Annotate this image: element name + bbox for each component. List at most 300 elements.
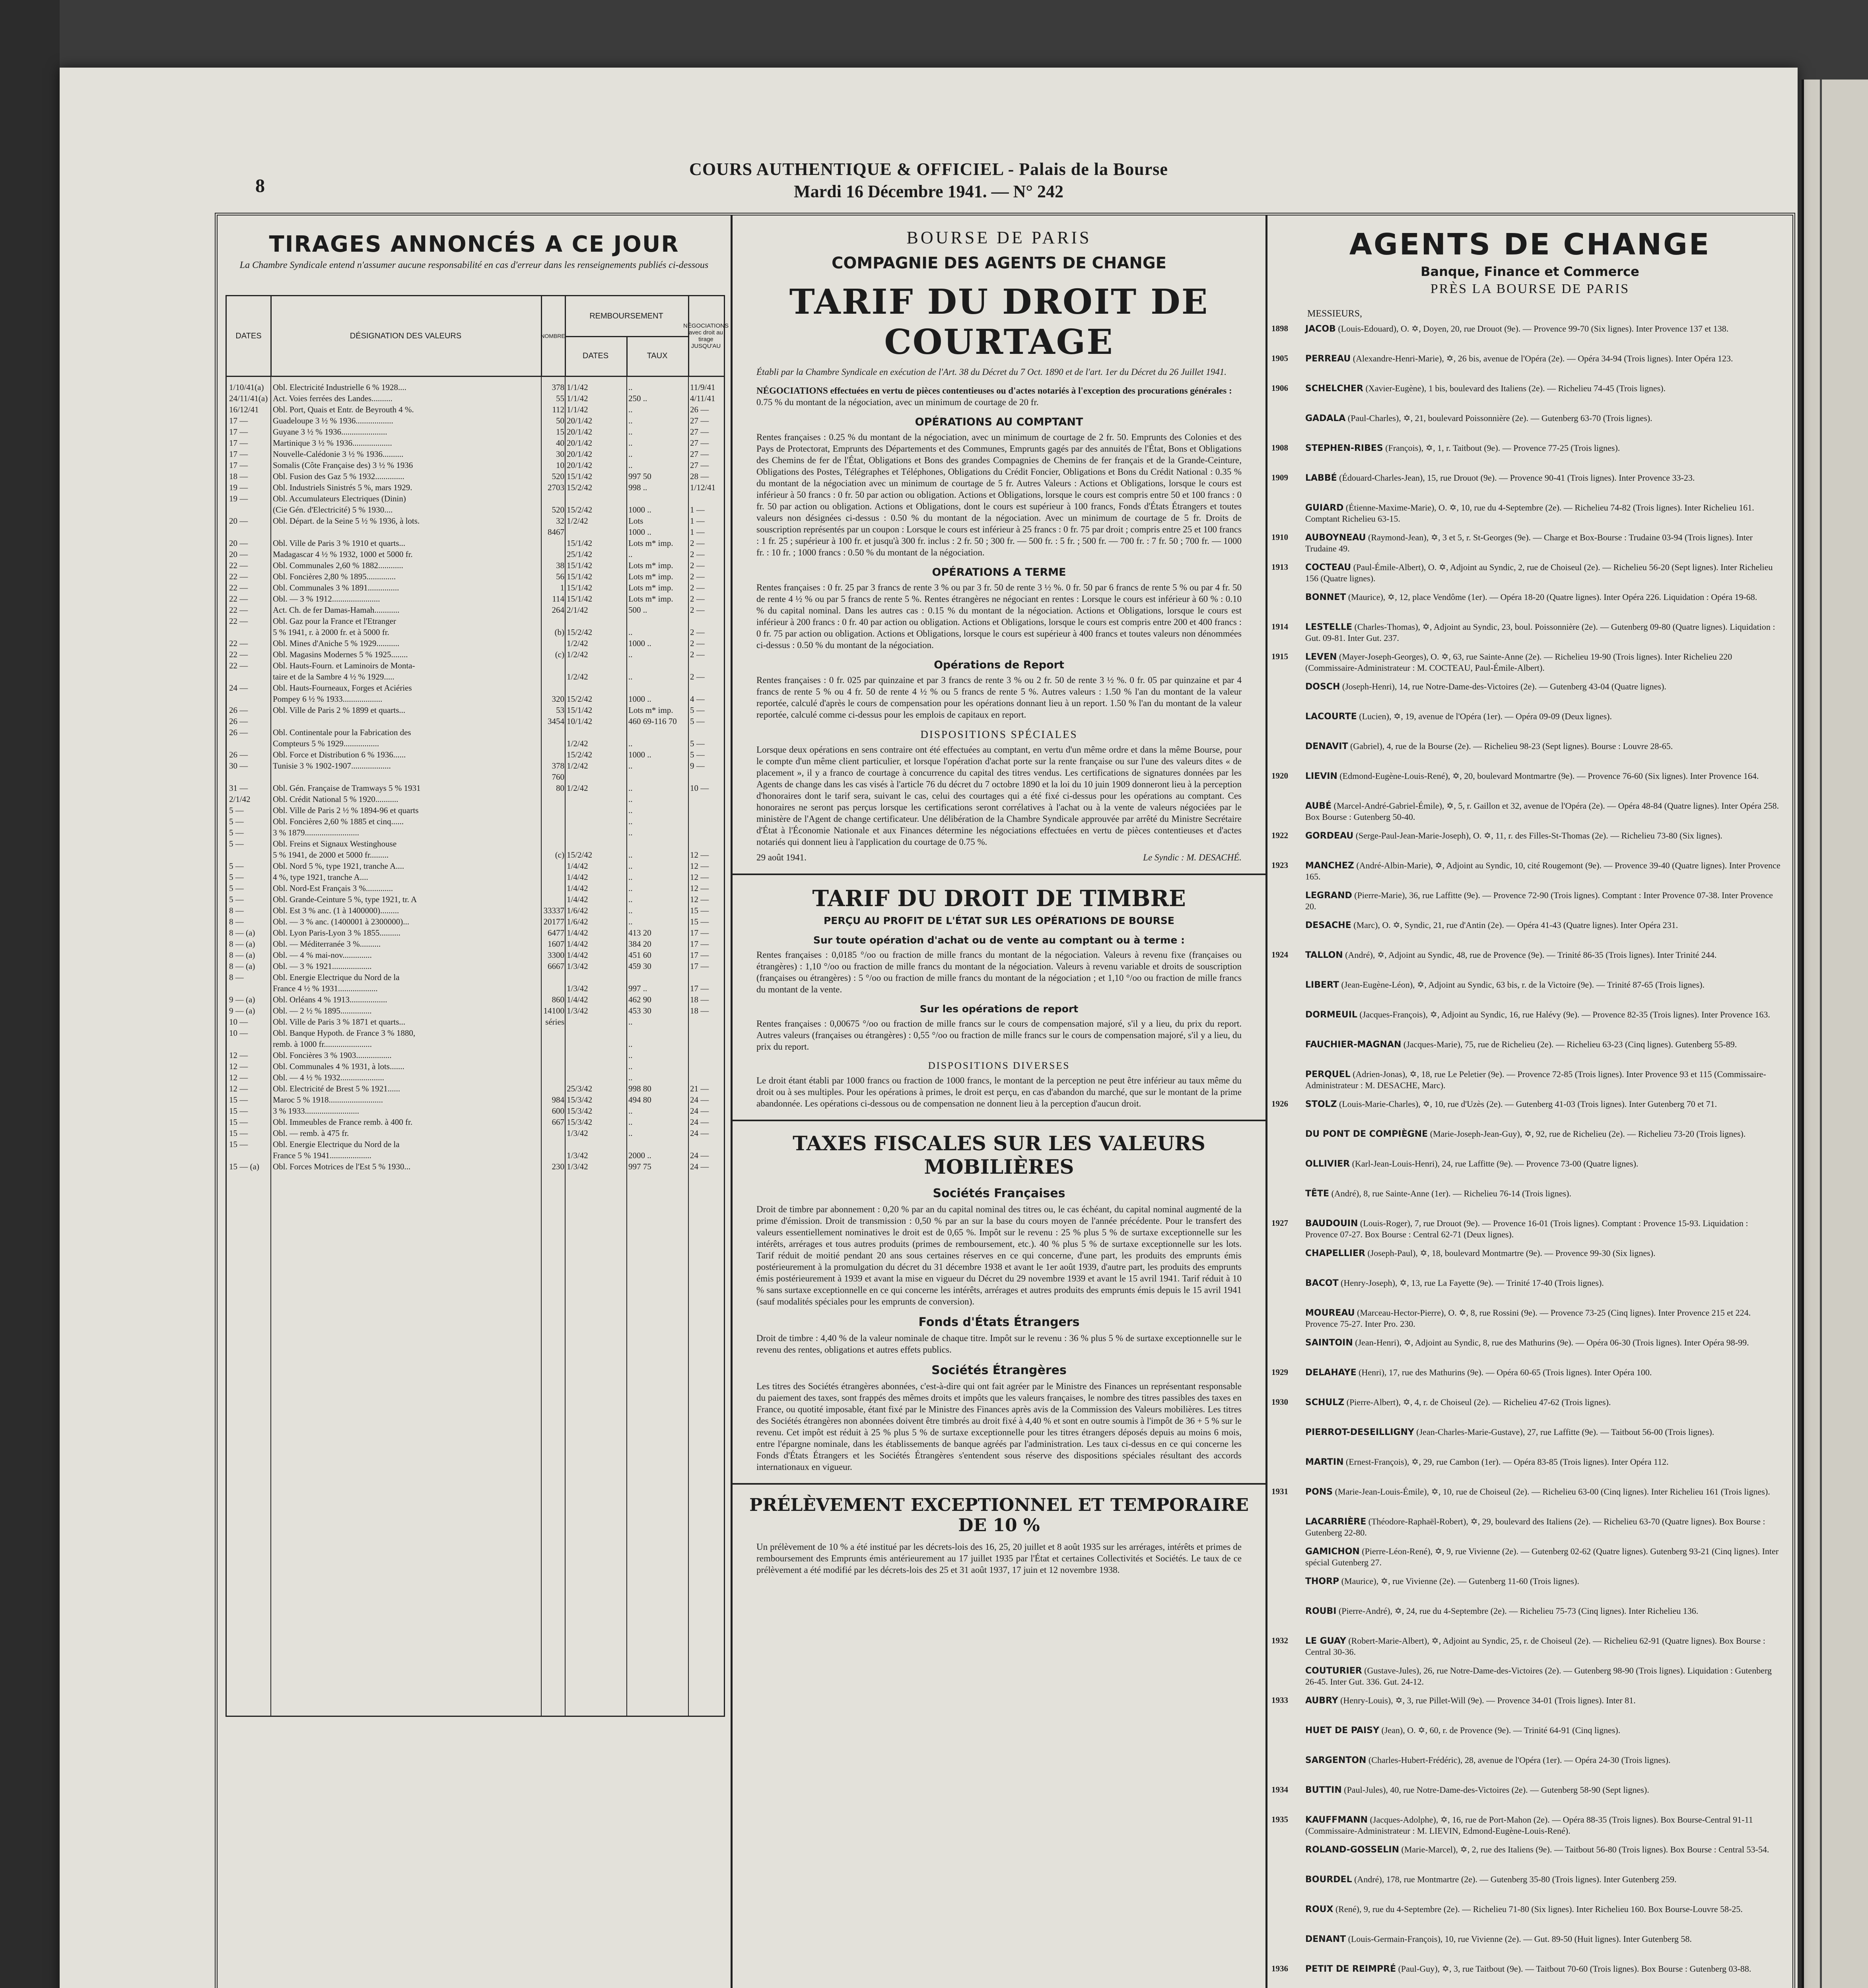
table-row [227,727,724,738]
taxes-head-3: Sociétés Étrangères [931,1363,1067,1377]
agent-details: (Raymond-Jean), ✡, 3 et 5, r. St-Georges (9e). — Charge et Box-Bourse : Trudaine 03-94 (Trois lignes). Inter Trudaine 49. [1305,532,1753,553]
row-remb-date: 15/1/42 [567,583,593,592]
row-remb-date: 1/3/42 [567,961,588,971]
agent-entry [1267,562,1792,592]
row-designation: taire et de la Sambre 4 ½ % 1929..... [273,672,395,681]
agent-entry [1267,651,1792,681]
col-header-remboursement: REMBOURSEMENT [565,296,689,337]
agent-year: 1935 [1271,1815,1288,1824]
agent-year: 1929 [1271,1367,1288,1377]
agent-details: (Étienne-Maxime-Marie), O. ✡, 10, rue du 4-Septembre (2e). — Richelieu 74-82 (Trois lignes). Inter Richelieu 161. Comptant Richelieu 63-15. [1305,503,1754,524]
row-date: 26 — [229,705,248,715]
row-date: 5 — [229,883,244,893]
agent-year: 1933 [1271,1695,1288,1705]
left-column [218,215,733,1988]
row-date: 2/1/42 [229,794,251,804]
agent-details: (Gustave-Jules), 26, rue Notre-Dame-des-Victoires (2e). — Gutenberg 98-90 (Trois lignes). Liquidation : Gutenberg 26-45. Inter Gut. 336. Gut. 24-12. [1305,1666,1772,1687]
row-negociation: 5 — [690,716,705,726]
table-row [227,938,724,949]
terme-text: Rentes françaises : 0 fr. 25 par 3 francs de rente 3 % ou par 3 fr. 50 de rente 3 ½ %. 0 fr. 50 par 6 francs de rente 5 % ou par 4 fr. 50 de rente 4 ½ % ou par 5 francs de rente 5 %. Rentes étrangères ne négociant en rentes : Lorsque le cours est inférieur à 60 % : 0.10 % du capital nominal. Dans les autres cas : 0.15 % du montant de la négociation. Actions et Obligations, lorsque le cours est inférieur à 200 francs : 0 fr. 40 par action ou obligation. Actions et Obligations, lorsque le cours est compris entre 200 et 400 francs : 0 fr. 75 par action ou obligation. Actions et Obligations, lorsque le cours est supérieur à 400 francs et toutes valeurs non dénommées ci-dessus : 0.50 % du montant de la négociation. [756,582,1242,650]
table-row [227,838,724,849]
agent-details: (René), 9, rue du 4-Septembre (2e). — Richelieu 71-80 (Six lignes). Inter Richelieu 160. Box Bourse-Louvre 58-25. [1335,1904,1743,1914]
row-designation: 3 % 1879.......................... [273,828,359,837]
table-row [227,1061,724,1072]
row-designation: France 5 % 1941.................... [273,1151,371,1160]
table-row [227,460,724,471]
row-remb-date: 10/1/42 [567,716,593,726]
row-negociation: 24 — [690,1095,709,1105]
agent-details: (Paul-Charles), ✡, 21, boulevard Poissonnière (2e). — Gutenberg 63-70 (Trois lignes). [1347,413,1652,423]
row-nombre: 14100 [543,1006,564,1015]
agent-details: (Louis-Germain-François), 10, rue Vivienne (2e). — Gut. 89-50 (Huit lignes). Inter Gutenberg 58. [1348,1934,1692,1944]
row-date: 12 — [229,1050,248,1060]
row-nombre: 860 [552,995,564,1004]
row-date: 5 — [229,839,244,848]
table-row [227,526,724,538]
agent-year: 1910 [1271,532,1288,542]
row-negociation: 4 — [690,694,705,704]
row-taux: 998 80 [628,1084,651,1093]
right-column [1267,215,1792,1988]
agent-name: BACOT [1305,1278,1339,1288]
agent-details: (Henry-Joseph), ✡, 13, rue La Fayette (9e). — Trinité 17-40 (Trois lignes). [1341,1278,1604,1288]
agent-name: FAUCHIER-MAGNAN [1305,1040,1401,1050]
table-row [227,1161,724,1172]
row-taux: 459 30 [628,961,651,971]
table-row [227,615,724,627]
timbre-text-3: Le droit étant établi par 1000 francs ou fraction de 1000 francs, le montant de la perception ne peut être inférieur au taux même du droit ou à ses multiples. Pour les opérations à primes, le droit est perçu, en cas d'abandon du marché, que sur le montant de la prime abandonnée. Les opérations ci-dessous ou de compensation ne donnent lieu à la perception d'aucun droit. [756,1076,1242,1109]
agent-details: (Henry-Louis), ✡, 3, rue Pillet-Will (9e). — Provence 34-01 (Trois lignes). Inter 81. [1340,1695,1636,1705]
row-designation: Maroc 5 % 1918.......................... [273,1095,383,1105]
agent-entry [1267,949,1792,979]
row-negociation: 9 — [690,761,705,771]
terme-heading: OPÉRATIONS A TERME [932,566,1066,579]
agent-entry [1267,1934,1792,1963]
agent-details: (Joseph-Paul), ✡, 18, boulevard Montmartre (9e). — Provence 99-30 (Six lignes). [1367,1248,1656,1258]
agent-name: SCHELCHER [1305,384,1363,394]
agent-name: SCHULZ [1305,1398,1345,1408]
courtage-intro-rate: 0.75 % du montant de la négociation, avec un minimum de courtage de 20 fr. [756,397,1039,407]
row-nombre: 33337 [543,906,564,915]
row-remb-date: 15/2/42 [567,505,593,514]
agent-year: 1932 [1271,1636,1288,1645]
row-taux: Lots m* imp. [628,594,673,604]
row-designation: Obl. Forces Motrices de l'Est 5 % 1930... [273,1162,411,1171]
agent-name: ROLAND-GOSSELIN [1305,1845,1400,1855]
agent-details: (Serge-Paul-Jean-Marie-Joseph), O. ✡, 11, r. des Filles-St-Thomas (2e). — Richelieu 73-80 (Six lignes). [1355,831,1722,841]
row-negociation: 12 — [690,850,709,860]
agent-entry [1267,1606,1792,1635]
agent-entry [1267,1039,1792,1069]
row-designation: Obl. Ville de Paris 3 % 1871 et quarts... [273,1017,406,1027]
agent-name: DENAVIT [1305,742,1348,751]
agent-details: (Lucien), ✡, 19, avenue de l'Opéra (1er). — Opéra 09-09 (Deux lignes). [1359,711,1612,721]
table-row [227,972,724,983]
agent-name: LEGRAND [1305,891,1352,901]
row-date: 8 — [229,906,244,915]
table-row [227,1072,724,1083]
section-divider [733,1483,1265,1485]
row-remb-date: 1/3/42 [567,1162,588,1171]
row-designation: Somalis (Côte Française des) 3 ½ % 1936 [273,460,413,470]
row-designation: Obl. Mines d'Aniche 5 % 1929........... [273,639,400,648]
row-date: 15 — [229,1140,248,1149]
row-remb-date: 1/6/42 [567,917,588,926]
row-negociation: 18 — [690,995,709,1004]
row-negociation: 24 — [690,1117,709,1127]
agent-name: MOUREAU [1305,1308,1355,1318]
row-nombre: (c) [555,650,564,659]
col-header-taux: TAUX [626,336,689,377]
row-date: 5 — [229,861,244,871]
row-taux: 250 .. [628,394,647,403]
row-designation: Obl. Crédit National 5 % 1920........... [273,794,398,804]
row-taux: .. [628,1106,633,1116]
agents-subtitle-2: PRÈS LA BOURSE DE PARIS [1430,282,1630,296]
agent-entry [1267,1755,1792,1784]
row-negociation: 2 — [690,572,705,581]
row-remb-date: 15/1/42 [567,572,593,581]
compagnie-title: COMPAGNIE DES AGENTS DE CHANGE [832,254,1166,272]
table-row [227,827,724,838]
agent-year: 1936 [1271,1964,1288,1973]
table-row [227,894,724,905]
agent-entry [1267,1784,1792,1814]
row-negociation: 17 — [690,961,709,971]
row-designation: Obl. Gaz pour la France et l'Etranger [273,616,396,626]
row-nombre: 520 [552,505,564,514]
agent-entry [1267,1665,1792,1695]
row-nombre: 32 [556,516,564,526]
row-remb-date: 1/2/42 [567,783,588,793]
row-designation: Obl. Ville de Paris 3 % 1910 et quarts... [273,538,406,548]
row-nombre: 2703 [548,483,564,492]
agent-entry [1267,1635,1792,1665]
row-taux: .. [628,1039,633,1049]
row-negociation: 2 — [690,561,705,570]
agent-details: (Théodore-Raphaël-Robert), ✡, 29, boulevard des Italiens (2e). — Richelieu 63-70 (Quatre lignes). Box Bourse : Gutenberg 22-80. [1305,1516,1765,1538]
row-remb-date: 15/2/42 [567,627,593,637]
agent-name: SAINTOIN [1305,1338,1353,1348]
agent-year: 1927 [1271,1218,1288,1228]
table-row [227,905,724,916]
col-header-remb-dates: DATES [565,336,628,377]
table-row [227,872,724,883]
row-designation: Obl. Continentale pour la Fabrication des [273,728,411,737]
row-negociation: 17 — [690,928,709,938]
row-negociation: 1 — [690,505,705,514]
row-date: 9 — (a) [229,1006,255,1015]
row-designation: Obl. Force et Distribution 6 % 1936...... [273,750,406,759]
row-remb-date: 1/4/42 [567,895,588,904]
row-taux: .. [628,416,633,425]
agent-entry [1267,1576,1792,1606]
row-negociation: 12 — [690,883,709,893]
scanner-background-left [0,0,60,1988]
row-date: 15 — [229,1106,248,1116]
row-date: 22 — [229,650,248,659]
table-row [227,1128,724,1139]
row-remb-date: 20/1/42 [567,438,593,448]
agent-details: (Adrien-Jonas), ✡, 18, rue Le Peletier (9e). — Provence 72-85 (Trois lignes). Inter Provence 93 et 115 (Commissaire-Administrateur : M. DESACHE, Marc). [1305,1069,1766,1090]
agent-details: (Gabriel), 4, rue de la Bourse (2e). — Richelieu 98-23 (Sept lignes). Bourse : Louvre 28-65. [1350,741,1673,751]
agent-entry [1267,1963,1792,1988]
row-designation: 4 %, type 1921, tranche A.... [273,872,368,882]
row-taux: .. [628,549,633,559]
agent-entry [1267,1009,1792,1039]
table-row [227,448,724,460]
agent-name: DU PONT DE COMPIÈGNE [1305,1129,1428,1139]
row-negociation: 24 — [690,1151,709,1160]
agent-entry [1267,532,1792,562]
row-designation: Obl. Fusion des Gaz 5 % 1932.............. [273,472,404,481]
row-nombre: 15 [556,427,564,437]
row-designation: Act. Ch. de fer Damas-Hamah............ [273,605,400,615]
agent-year: 1905 [1271,353,1288,363]
row-taux: 1000 .. [628,527,651,537]
agent-details: (André), ✡, Adjoint au Syndic, 48, rue de Provence (9e). — Trinité 86-35 (Trois lignes). Inter Trinité 244. [1345,950,1717,960]
timbre-head-2: Sur les opérations de report [919,1003,1079,1015]
adjacent-page-rule [1820,80,1822,1988]
agent-details: (Joseph-Henri), 14, rue Notre-Dame-des-Victoires (2e). — Gutenberg 43-04 (Quatre lignes). [1342,681,1666,691]
row-designation: Obl. Electricité de Brest 5 % 1921...... [273,1084,400,1093]
row-date: 15 — [229,1095,248,1105]
row-taux: 998 .. [628,483,647,492]
table-row [227,1083,724,1094]
row-nombre: 6667 [548,961,564,971]
agent-details: (Paul-Émile-Albert), O. ✡, Adjoint au Syndic, 2, rue de Choiseul (2e). — Richelieu 56-20 (Sept lignes). Inter Richelieu 156 (Quatre lignes). [1305,562,1773,583]
row-negociation: 5 — [690,739,705,748]
agent-entry [1267,771,1792,800]
table-row [227,749,724,760]
table-row [227,949,724,961]
agent-year: 1920 [1271,771,1288,780]
agent-entry [1267,1814,1792,1844]
row-taux: .. [628,438,633,448]
row-taux: Lots m* imp. [628,561,673,570]
agent-details: (Jean-Charles-Marie-Gustave), 27, rue Laffitte (9e). — Taitbout 56-00 (Trois lignes). [1416,1427,1714,1437]
row-negociation: 28 — [690,472,709,481]
agent-entry [1267,741,1792,771]
row-designation: Obl. Ville de Paris 2 ½ % 1894-96 et quarts [273,806,419,815]
agent-entry [1267,1099,1792,1128]
row-nombre: 8467 [548,527,564,537]
agent-name: GADALA [1305,414,1346,423]
row-date: 22 — [229,572,248,581]
agent-details: (Marceau-Hector-Pierre), O. ✡, 8, rue Rossini (9e). — Provence 73-25 (Cinq lignes). Inter Provence 215 et 224. Provence 75-27. Inter Pro. 230. [1305,1308,1751,1329]
row-designation: Guadeloupe 3 ½ % 1936.................. [273,416,393,425]
row-designation: Compteurs 5 % 1929................. [273,739,379,748]
table-row [227,1016,724,1027]
agent-entry [1267,472,1792,502]
row-taux: .. [628,739,633,748]
agent-year: 1909 [1271,473,1288,482]
row-date: 19 — [229,483,248,492]
row-designation: Obl. Immeubles de France remb. à 400 fr. [273,1117,413,1127]
dispositions-text: Lorsque deux opérations en sens contraire ont été effectuées au comptant, en vertu d'un même ordre et dans la même Bourse, pour le compte d'un même client particulier, et lorsque l'opération d'achat porte sur la rente française ou sur l'une des valeurs dites « de placement », il y a franco de courtage à concurrence du capital des titres vendus. Les certifications de signatures données par les Agents de change dans les cas visés à l'article 76 du décret du 7 octobre 1890 et la loi du 10 juin 1909 donneront lieu à la perception d'honoraires dont le tarif sera, suivant le cas, celui des courtages qui a été fixé ci-dessus pour les opérations au comptant. Ces honoraires ne seront pas perçus lorsque les certifications seront corrélatives à l'achat ou à la vente de valeurs négociées par le ministère de l'Agent de change certificateur. Une délibération de la Chambre Syndicale approuvée par arrêté du Ministre Secrétaire d'État à l'Économie Nationale et aux Finances détermine les négociations effectuées en vertu de pièces contentieuses et d'actes notariés qui donnent lieu à l'application du courtage de 0.75 %. [756,745,1242,847]
row-negociation: 27 — [690,427,709,437]
row-remb-date: 1/3/42 [567,1128,588,1138]
row-negociation: 2 — [690,605,705,615]
row-date: 20 — [229,549,248,559]
row-negociation: 1 — [690,516,705,526]
row-negociation: 27 — [690,438,709,448]
row-designation: Obl. — 3 % 1912....................... [273,594,380,604]
agent-details: (Karl-Jean-Louis-Henri), 24, rue Laffitte (9e). — Provence 73-00 (Quatre lignes). [1352,1159,1639,1169]
agent-details: (Jean-Henri), ✡, Adjoint au Syndic, 8, rue des Mathurins (9e). — Opéra 06-30 (Trois lignes). Inter Opéra 98-99. [1355,1338,1749,1347]
row-date: 22 — [229,661,248,670]
agent-year: 1914 [1271,622,1288,631]
agent-year: 1926 [1271,1099,1288,1109]
courtage-signature [733,852,1265,863]
row-designation: Obl. Port, Quais et Entr. de Beyrouth 4 %. [273,405,414,414]
agent-name: LABBÉ [1305,473,1337,483]
row-nombre: séries [545,1017,564,1027]
table-row [227,760,724,771]
taxes-head-2: Fonds d'États Étrangers [918,1315,1080,1329]
row-nombre: 520 [552,472,564,481]
table-row [227,682,724,693]
row-remb-date: 15/2/42 [567,483,593,492]
agent-entry [1267,502,1792,532]
row-designation: Obl. Communales 4 % 1931, à lots....... [273,1062,404,1071]
agent-year: 1922 [1271,831,1288,840]
row-date: 12 — [229,1084,248,1093]
row-remb-date: 20/1/42 [567,427,593,437]
row-date: 8 — [229,973,244,982]
agent-entry [1267,1069,1792,1099]
row-designation: Tunisie 3 % 1902-1907................... [273,761,391,771]
agent-year: 1906 [1271,383,1288,393]
row-nombre: 30 [556,449,564,459]
row-negociation: 15 — [690,917,709,926]
row-date: 19 — [229,494,248,503]
row-date: 15 — (a) [229,1162,259,1171]
row-taux: 1000 .. [628,505,651,514]
tirages-table [225,295,729,1717]
agent-details: (Edmond-Eugène-Louis-René), ✡, 20, boulevard Montmartre (9e). — Provence 76-60 (Six lignes). Inter Provence 164. [1339,771,1759,781]
row-taux: 1000 .. [628,639,651,648]
row-date: 8 — (a) [229,961,255,971]
prelevement-text: Un prélèvement de 10 % a été institué par les décrets-lois des 16, 25, 20 juillet et 8 août 1935 sur les arrérages, intérêts et primes de remboursement des Emprunts émis antérieurement au 17 juillet 1935 par l'État et certaines Collectivités et Sociétés. Le taux de ce prélèvement a été modifié par les décrets-lois des 25 et 31 août 1937, 17 juin et 12 novembre 1938. [756,1542,1242,1575]
agent-entry [1267,621,1792,651]
agent-entry [1267,890,1792,920]
row-remb-date: 1/4/42 [567,861,588,871]
courtage-intro: NÉGOCIATIONS effectuées en vertu de pièces contentieuses ou d'actes notariés à l'exception des procurations générales : [756,386,1232,396]
row-date: 17 — [229,427,248,437]
bourse-title: BOURSE DE PARIS [906,228,1092,247]
row-taux: .. [628,783,633,793]
row-nombre: 1607 [548,939,564,949]
agent-year: 1934 [1271,1785,1288,1794]
agent-entry [1267,443,1792,472]
agent-name: GAMICHON [1305,1547,1360,1557]
agent-name: LIBERT [1305,980,1339,990]
agent-details: (Louis-Roger), 7, rue Drouot (9e). — Provence 16-01 (Trois lignes). Comptant : Provence 15-93. Liquidation : Provence 07-27. Box Bourse : Central 62-71 (Deux lignes). [1305,1218,1748,1239]
table-row [227,382,724,393]
row-taux: .. [628,883,633,893]
row-remb-date: 1/3/42 [567,984,588,993]
row-designation: Obl. Ville de Paris 2 % 1899 et quarts... [273,705,406,715]
row-nombre: 56 [556,572,564,581]
row-taux: 2000 .. [628,1151,651,1160]
row-taux: 384 20 [628,939,651,949]
row-taux: .. [628,427,633,437]
comptant-text: Rentes françaises : 0.25 % du montant de la négociation, avec un minimum de courtage de 2 fr. 50. Emprunts des Colonies et des Pays de Protectorat, Emprunts des Départements et des Communes, Emprunts gagés par des annuités de l'État, Bons et Obligations des Chemins de fer de l'État, Obligations et Bons des grandes Compagnies de Chemins de fer français et de la Grande-Ceinture, Obligations des Postes, Télégraphes et Téléphones, Obligations du Crédit Foncier, Obligations et Bons du Crédit National : 0.35 % du montant de la négociation avec un minimum de courtage de 5 fr. Autres Valeurs : Actions et Obligations, lorsque le cours est inférieur à 50 francs : 0 fr. 50 par action ou obligation. Actions et Obligations, lorsque le cours est compris entre 50 et 100 francs : 0 fr. 50 par action ou obligation. Actions et Obligations, dont le cours est supérieur à 100 francs, Fonds d'États Étrangers et toutes valeurs non désignées ci-dessus : 0.50 % du montant de la négociation. Avec un minimum de courtage de 5 fr. Droits de souscription représentés par un coupon : Lorsque le cours est inférieur à 25 francs : 0 fr. 75 par droit ; compris entre 25 et 100 francs : 1 fr. 25 ; supérieur à 100 fr. et jusqu'à 300 fr. inclus : 2 fr. 50 ; 300 fr. — 500 fr. : 5 fr. ; 500 fr. — 700 fr. : 7 fr. 50 ; 700 fr. — 1000 fr. : 10 fr. ; 1000 francs : 0.50 % du montant de la négociation. [756,432,1242,557]
row-remb-date: 1/1/42 [567,382,588,392]
agent-name: AUBOYNEAU [1305,533,1366,543]
agent-name: AUBÉ [1305,801,1332,811]
agent-details: (Jacques-François), ✡, Adjoint au Syndic, 16, rue Halévy (9e). — Provence 82-35 (Trois lignes). Inter Provence 163. [1359,1010,1770,1019]
middle-column [733,215,1267,1988]
agent-name: DENANT [1305,1934,1346,1944]
row-designation: Madagascar 4 ½ % 1932, 1000 et 5000 fr. [273,549,413,559]
row-negociation: 24 — [690,1162,709,1171]
row-negociation: 17 — [690,939,709,949]
taxes-text-1: Droit de timbre par abonnement : 0,20 % par an du capital nominal des titres ou, le cas échéant, du capital nominal augmenté de la prime d'émission. Droit de transmission : 0,50 % par an sur la base du cours moyen de l'année précédente. Pour le transfert des valeurs essentiellement nominatives le droit est de 0,65 %. Impôt sur le revenu : 25 % plus 5 % de surtaxe exceptionnelle sur les intérêts, arrérages et tous autres produits (primes de remboursement, etc.). 40 % plus 5 % de surtaxe exceptionnelle sur les lots. Tarif réduit de moitié pendant 20 ans sous certaines réserves en ce qui concerne, d'une part, les produits des emprunts émis postérieurement à la promulgation du décret du 31 décembre 1938 et avant le 1er août 1939, d'autre part, les produits des emprunts émis postérieurement à 1939 et avant la mise en vigueur du Décret du 29 novembre 1939 et avant le 15 avril 1941. Tarif réduit à 10 % sans surtaxe exceptionnelle en ce qui concerne les intérêts, arrérages et autres produits des emprunts émis depuis le 15 avril 1941 (sauf modalités spéciales pour les emprunts de conversion). [756,1204,1242,1307]
dispositions-heading: DISPOSITIONS SPÉCIALES [920,728,1078,740]
agent-details: (Pierre-Marie), 36, rue Laffitte (9e). — Provence 72-90 (Trois lignes). Comptant : Inter Provence 07-38. Inter Provence 20. [1305,890,1773,911]
row-negociation: 2 — [690,538,705,548]
row-date: 9 — (a) [229,995,255,1004]
agent-entry [1267,1307,1792,1337]
row-taux: .. [628,1117,633,1127]
row-remb-date: 1/4/42 [567,883,588,893]
agent-entry [1267,1248,1792,1277]
row-date: 10 — [229,1028,248,1038]
courtage-syndic: Le Syndic : M. DESACHÉ. [1143,852,1242,862]
agent-entry [1267,1427,1792,1456]
row-negociation: 2 — [690,672,705,681]
row-taux: .. [628,906,633,915]
row-taux: 500 .. [628,605,647,615]
row-date: 20 — [229,538,248,548]
row-designation: Obl. Départ. de la Seine 5 ½ % 1936, à lots. [273,516,420,526]
row-designation: Obl. Foncières 2,60 % 1885 et cinq...... [273,817,404,826]
row-designation: Obl. Energie Electrique du Nord de la [273,1140,400,1149]
agent-name: STEPHEN-RIBES [1305,443,1383,453]
row-taux: .. [628,817,633,826]
row-designation: Obl. — remb. à 475 fr. [273,1128,349,1138]
row-nombre: 6477 [548,928,564,938]
row-nombre: (c) [555,850,564,860]
agents-subtitle: Banque, Finance et Commerce [1421,264,1639,279]
row-designation: Obl. — 2 ½ % 1895............... [273,1006,372,1015]
row-negociation: 2 — [690,594,705,604]
table-row [227,1105,724,1116]
row-negociation: 17 — [690,984,709,993]
row-designation: 3 % 1933.......................... [273,1106,359,1116]
row-date: 17 — [229,416,248,425]
row-date: 8 — (a) [229,928,255,938]
agent-name: MANCHEZ [1305,861,1354,871]
agent-name: AUBRY [1305,1696,1338,1706]
taxes-text-3: Les titres des Sociétés étrangères abonnées, c'est-à-dire qui ont fait agréer par le Ministre des Finances un représentant responsable du paiement des taxes, sont frappés des mêmes droits et impôts que les valeurs françaises, le nombre des titres passibles des taxes en France, ou quotité imposable, étant fixé par le Ministre des Finances après avis de la Commission des Valeurs mobilières. Les titres des Sociétés étrangères non abonnées doivent être timbrés au droit fixé à 4,40 % et sont en outre soumis à l'impôt de 36 + 5 % sur le revenu. Cet impôt est réduit à 25 % plus 5 % de surtaxe exceptionnelle pour les titres étrangers déposés depuis au moins 6 mois, entre l'épargne nominale, dans les établissements de banque agréés par l'administration. Les taux ci-dessus en ce qui concerne les Fonds d'États Étrangers et les Sociétés Étrangères s'entendent sous réserve des dispositions spéciales résultant des accords internationaux en vigueur. [756,1381,1242,1472]
agent-details: (Louis-Marie-Charles), ✡, 10, rue d'Uzès (2e). — Gutenberg 41-03 (Trois lignes). Inter Gutenberg 70 et 71. [1339,1099,1717,1109]
table-row [227,638,724,649]
row-taux: .. [628,1128,633,1138]
row-date: 5 — [229,895,244,904]
row-negociation: 12 — [690,895,709,904]
section-divider [733,1120,1265,1121]
agent-details: (Pierre-André), ✡, 24, rue du 4-Septembre (2e). — Richelieu 75-73 (Cinq lignes). Inter Richelieu 136. [1338,1606,1699,1616]
row-taux: 494 80 [628,1095,651,1105]
agent-entry [1267,1337,1792,1367]
row-designation: Obl. Hauts-Fourn. et Laminoirs de Monta- [273,661,415,670]
table-row [227,961,724,972]
row-date: 24 — [229,683,248,693]
table-row [227,916,724,927]
